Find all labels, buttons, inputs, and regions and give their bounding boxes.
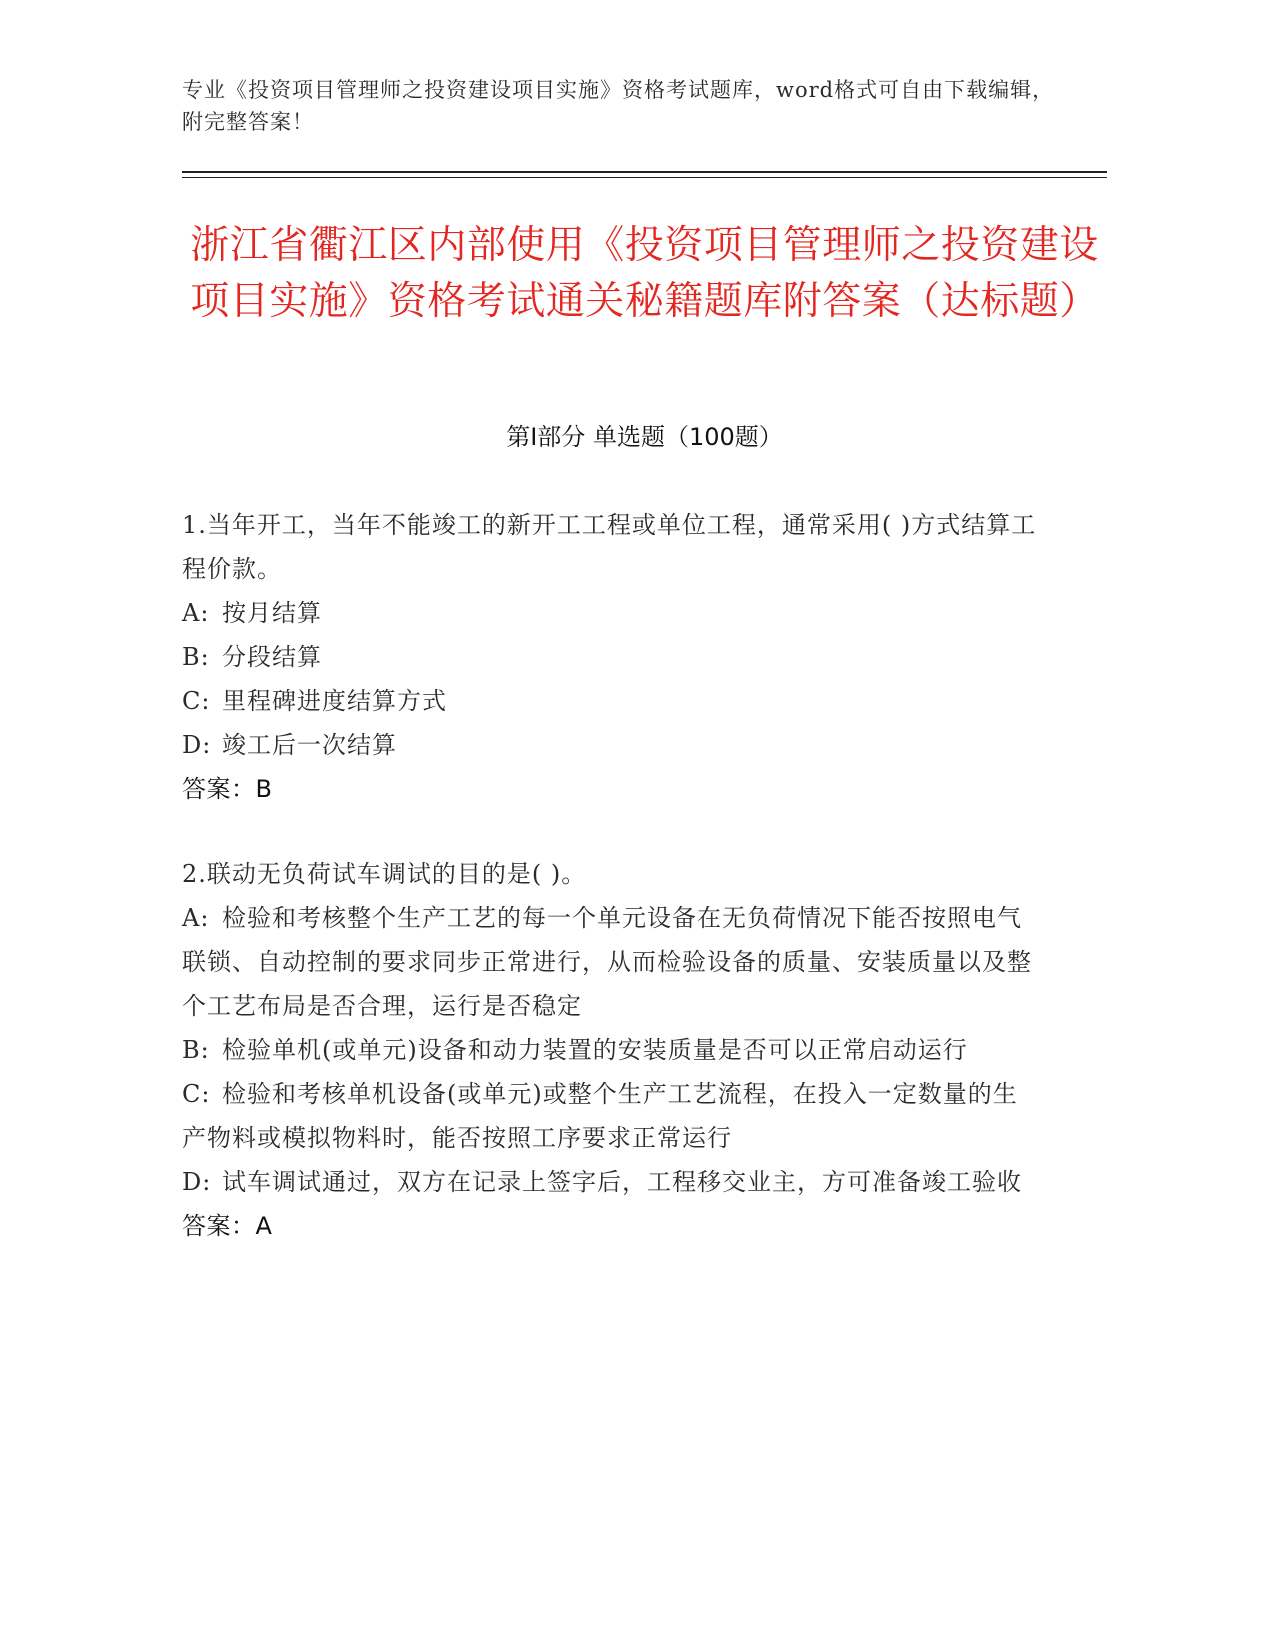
option-d — [182, 723, 1042, 767]
option-a — [182, 896, 1042, 1028]
option-b — [182, 1028, 1042, 1072]
option-text: 里程碑进度结算方式 — [222, 687, 447, 715]
option-key: D: — [182, 731, 212, 759]
question-block-1 — [182, 503, 1042, 811]
option-key: D: — [182, 1168, 212, 1196]
option-c — [182, 1072, 1042, 1160]
header-rule-thin — [182, 177, 1107, 178]
option-text: 检验和考核单机设备(或单元)或整个生产工艺流程，在投入一定数量的生产物料或模拟物料时，能否按照工序要求正常运行 — [182, 1080, 1018, 1152]
section-heading: 第I部分 单选题（100题） — [506, 423, 783, 451]
answer: 答案：A — [182, 1212, 273, 1240]
header-rule-thick — [182, 171, 1107, 173]
option-text: 竣工后一次结算 — [222, 731, 397, 759]
option-text: 检验单机(或单元)设备和动力装置的安装质量是否可以正常启动运行 — [222, 1036, 968, 1064]
option-a — [182, 591, 1042, 635]
option-text: 分段结算 — [222, 643, 322, 671]
option-key: C: — [182, 1080, 211, 1108]
option-key: B: — [182, 643, 210, 671]
option-key: C: — [182, 687, 211, 715]
option-d — [182, 1160, 1042, 1204]
question-block-2 — [182, 852, 1042, 1248]
answer: 答案：B — [182, 775, 273, 803]
option-key: A: — [182, 904, 210, 932]
option-key: A: — [182, 599, 210, 627]
option-text: 按月结算 — [222, 599, 322, 627]
option-text: 检验和考核整个生产工艺的每一个单元设备在无负荷情况下能否按照电气联锁、自动控制的要求同步正常进行，从而检验设备的质量、安装质量以及整个工艺布局是否合理，运行是否稳定 — [182, 904, 1032, 1020]
question-stem: 1.当年开工，当年不能竣工的新开工工程或单位工程，通常采用( )方式结算工程价款。 — [182, 511, 1037, 583]
question-stem: 2.联动无负荷试车调试的目的是( )。 — [182, 860, 587, 888]
header-note: 专业《投资项目管理师之投资建设项目实施》资格考试题库，word格式可自由下载编辑，附完整答案！ — [182, 78, 1055, 134]
option-c — [182, 679, 1042, 723]
option-b — [182, 635, 1042, 679]
option-text: 试车调试通过，双方在记录上签字后，工程移交业主，方可准备竣工验收 — [222, 1168, 1022, 1196]
option-key: B: — [182, 1036, 210, 1064]
document-title: 浙江省衢江区内部使用《投资项目管理师之投资建设项目实施》资格考试通关秘籍题库附答案（达标题） — [190, 223, 1099, 324]
